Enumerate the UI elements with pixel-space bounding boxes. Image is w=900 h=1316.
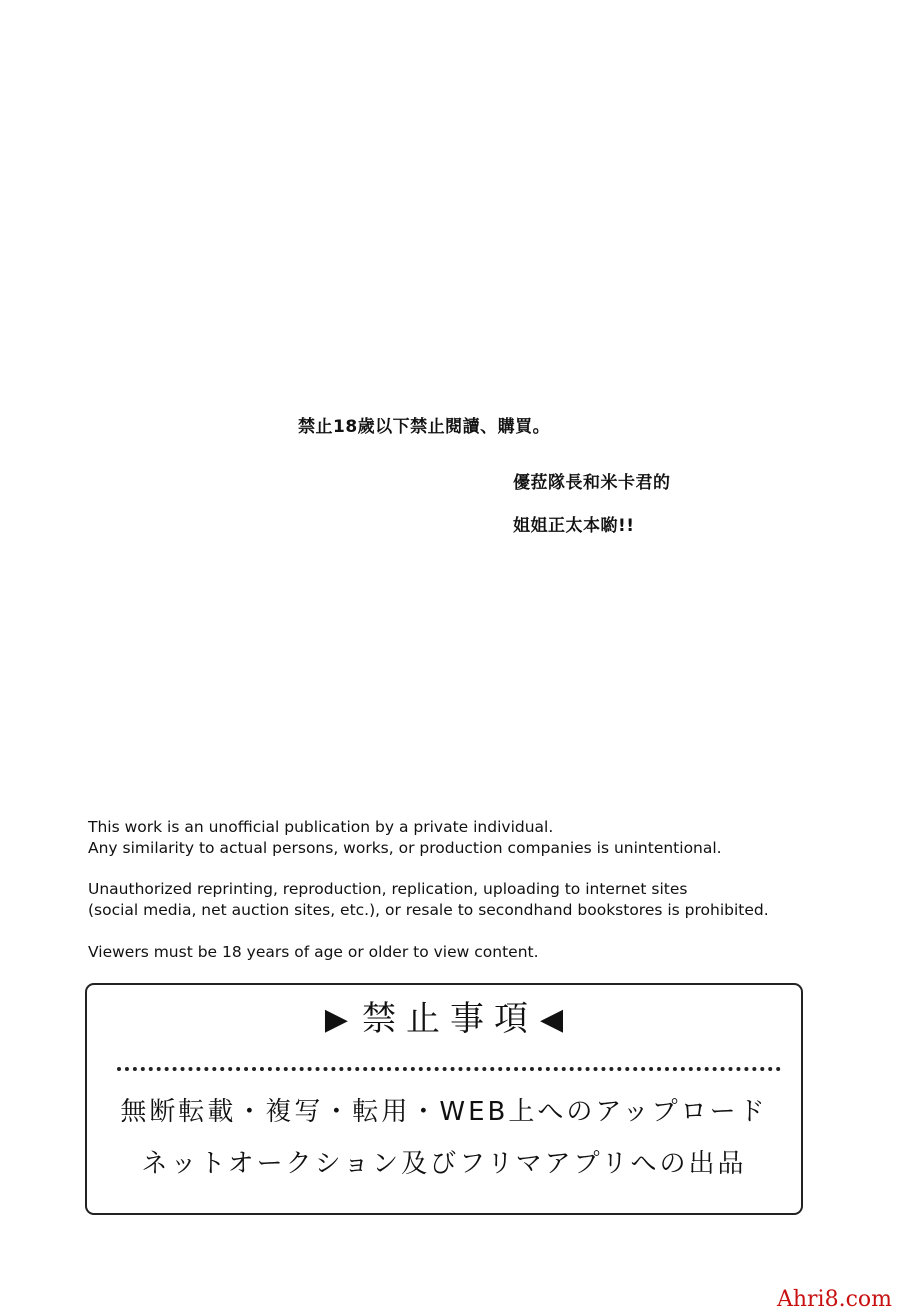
arrow-right-icon: ▶ bbox=[324, 1002, 348, 1037]
disclaimer-line: Viewers must be 18 years of age or older to view content. bbox=[88, 943, 539, 961]
disclaimer-paragraph-age bbox=[88, 942, 539, 963]
prohibition-box bbox=[85, 983, 803, 1215]
disclaimer-line: Any similarity to actual persons, works, or production companies is unintentional. bbox=[88, 839, 722, 857]
prohibition-line-1: 無断転載・複写・転用・WEB上へのアップロード bbox=[120, 1097, 768, 1127]
subtitle-line-1: 優菈隊長和米卡君的 bbox=[513, 473, 671, 493]
prohibition-heading-text: 禁止事項 bbox=[362, 999, 538, 1039]
arrow-left-icon: ◀ bbox=[540, 1002, 564, 1037]
disclaimer-line: (social media, net auction sites, etc.), or resale to secondhand bookstores is prohibited. bbox=[88, 901, 769, 919]
watermark: Ahri8.com bbox=[776, 1287, 892, 1312]
prohibition-heading bbox=[87, 997, 801, 1042]
disclaimer-line: This work is an unofficial publication by a private individual. bbox=[88, 818, 554, 836]
disclaimer-paragraph-prohibited bbox=[88, 879, 769, 921]
dotted-divider bbox=[117, 1067, 781, 1071]
disclaimer-line: Unauthorized reprinting, reproduction, replication, uploading to internet sites bbox=[88, 880, 688, 898]
prohibition-line-2: ネットオークション及びフリマアプリへの出品 bbox=[141, 1149, 747, 1179]
disclaimer-paragraph-unofficial bbox=[88, 817, 722, 859]
subtitle-line-2: 姐姐正太本喲!! bbox=[513, 516, 635, 536]
age-warning-text: 禁止18歲以下禁止閱讀、購買。 bbox=[298, 417, 551, 437]
